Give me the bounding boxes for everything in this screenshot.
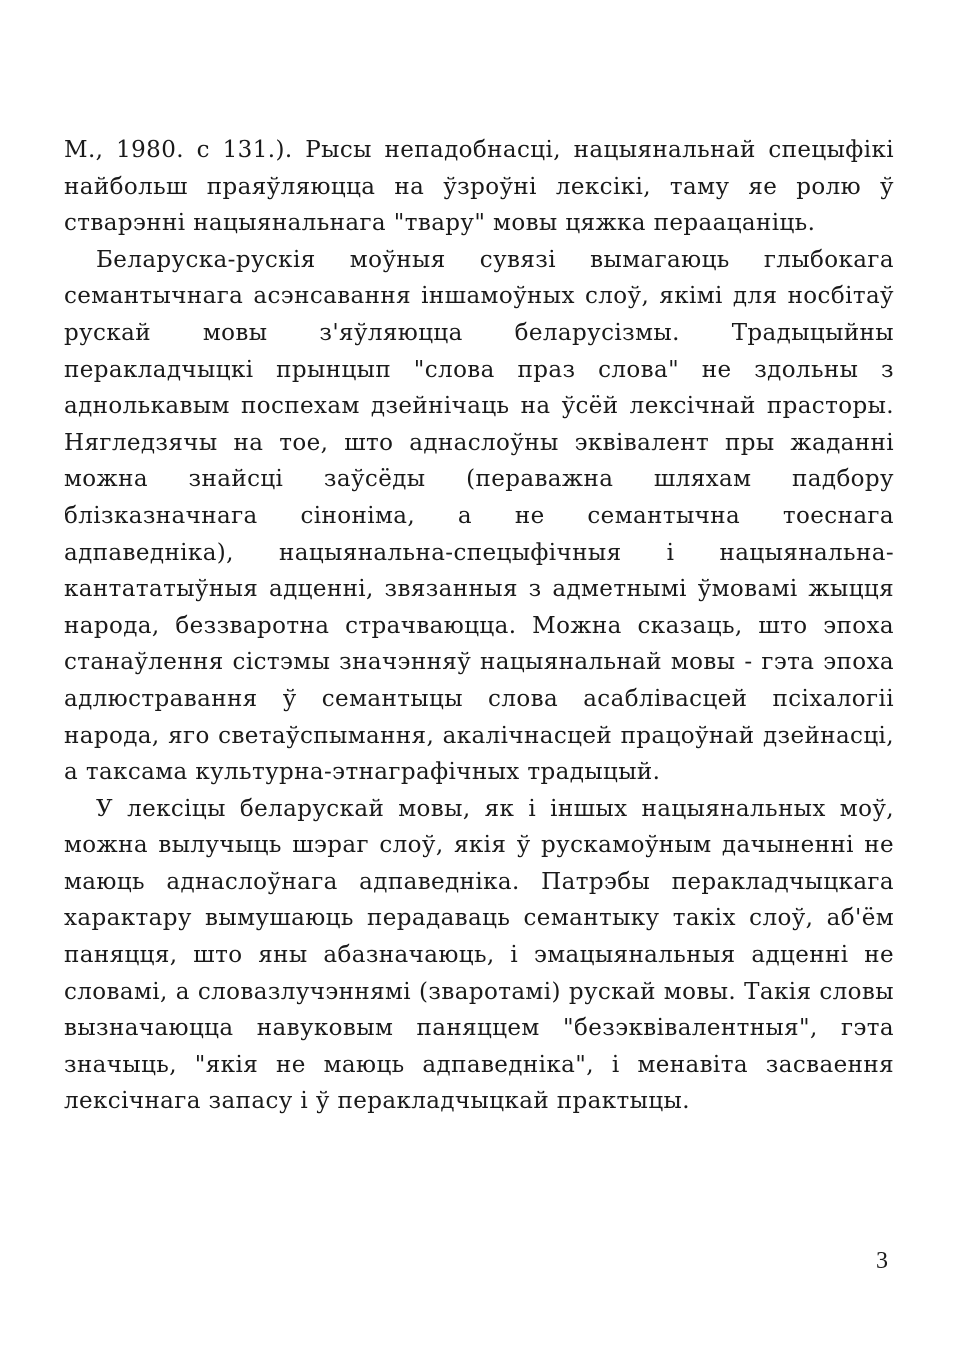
body-text — [64, 132, 894, 1120]
paragraph-2: Беларуска-рускія моўныя сувязі вымагаюць глыбокага семантычнага асэнсавання іншамоўных слоў, якімі для носбітаў рускай мовы з'яўляюцца беларусізмы. Традыцыйны перакладчыцкі прынцып "слова праз слова" не здольны з аднолькавым поспехам дзейнічаць на ўсёй лексічнай прасторы. Нягледзячы на тое, што аднаслоўны эквівалент пры жаданні можна знайсці заўсёды (пераважна шляхам падбору блізказначнага сіноніма, а не семантычна тоеснага адпаведніка), нацыянальна-спецыфічныя і нацыянальна-кантататыўныя адценні, звязанныя з адметнымі ўмовамі жыцця народа, беззваротна страчваюцца. Можна сказаць, што эпоха станаўлення сістэмы значэнняў нацыянальнай мовы - гэта эпоха адлюстравання ў семантыцы слова асаблівасцей псіхалогіі народа, яго светаўспымання, акалічнасцей працоўнай дзейнасці, а таксама культурна-этнаграфічных традыцый. — [64, 246, 894, 786]
paragraph-3: У лексіцы беларускай мовы, як і іншых нацыянальных моў, можна вылучыць шэраг слоў, якія ў рускамоўным дачыненні не маюць аднаслоўнага адпаведніка. Патрэбы перакладчыцкага характару вымушаюць перадаваць семантыку такіх слоў, аб'ём паняцця, што яны абазначаюць, і эмацыянальныя адценні не словамі, а словазлучэннямі (зваротамі) рускай мовы. Такія словы вызначаюцца навуковым паняццем "безэквівалентныя", гэта значыць, "якія не маюць адпаведніка", і менавіта засваення лексічнага запасу і ў перакладчыцкай практыцы. — [64, 795, 894, 1115]
page-number: 3 — [876, 1248, 888, 1274]
paragraph-1: М., 1980. с 131.). Рысы непадобнасці, нацыянальнай спецыфікі найбольш праяўляюцца на ўзроўні лексікі, таму яе ролю ў стварэнні нацыянальнага "твару" мовы цяжка пераацаніць. — [64, 137, 894, 237]
